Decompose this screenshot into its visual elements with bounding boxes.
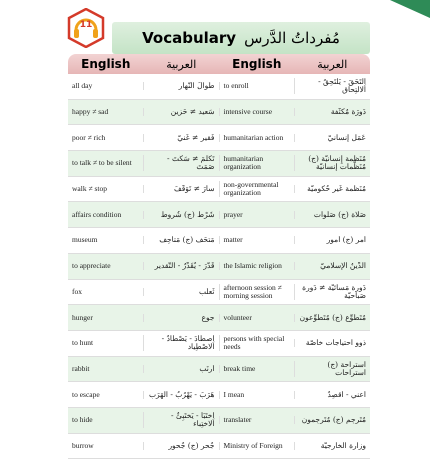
cell-arabic-word: سَعيد ≠ حَزين <box>143 108 219 116</box>
cell-arabic-word: أَمر (ج) أُمور <box>294 236 370 244</box>
table-row <box>68 331 370 357</box>
cell-arabic-word: اِلتَحَقَ - يَلْتَحِقُ - الالتِحاق <box>294 78 370 94</box>
cell-arabic-word: مُنَظَّمة غَير حُكوميّة <box>294 185 370 193</box>
cell-english-word: to hide <box>72 416 93 425</box>
lesson-number: 11 <box>79 20 93 30</box>
cell-english-word: humanitarian organization <box>219 155 295 171</box>
header-english-1: English <box>81 57 131 71</box>
table-row <box>68 305 370 331</box>
cell-english-word: translater <box>219 416 295 424</box>
cell-arabic-word: اِختَبَأَ - يَختَبِئُ - الاختِباء <box>143 412 219 428</box>
table-row <box>68 254 370 280</box>
cell-arabic-word: جوع <box>143 314 219 322</box>
cell-english-word: happy ≠ sad <box>72 108 109 117</box>
cell-arabic-word: وِزارة الخارجيّة <box>294 442 370 450</box>
table-row <box>68 280 370 306</box>
cell-english-word: Ministry of Foreign <box>219 442 295 450</box>
cell-arabic-word: ذوو احتياجات خاصّة <box>294 339 370 347</box>
cell-english-word: intensive course <box>219 108 295 116</box>
header-arabic-1: العربية <box>166 57 197 71</box>
table-row <box>68 382 370 408</box>
cell-english-word: volunteer <box>219 314 295 322</box>
cell-arabic-word: اِصطادَ - يَصْطادُ - الاصْطِياد <box>143 335 219 351</box>
cell-english-word: affairs condition <box>72 210 122 219</box>
cell-english-word: the Islamic religion <box>219 262 295 270</box>
table-header <box>68 54 370 74</box>
table-row <box>68 357 370 383</box>
lesson-badge-icon <box>66 8 106 48</box>
cell-arabic-word: مَتحَف (ج) مَتاحِف <box>143 236 219 244</box>
cell-english-word: fox <box>72 287 82 296</box>
cell-arabic-word: فَقير ≠ غَنيّ <box>143 134 219 142</box>
cell-arabic-word: شَرْط (ج) شُروط <box>143 211 219 219</box>
cell-arabic-word: استراحة (ج) استراحات <box>294 361 370 377</box>
cell-english-word: to enroll <box>219 82 295 90</box>
title-arabic: مُفرداتُ الدَّرس <box>244 29 340 47</box>
table-row <box>68 100 370 126</box>
cell-english-word: persons with special needs <box>219 335 295 351</box>
table-row <box>68 125 370 151</box>
table-row <box>68 177 370 203</box>
cell-english-word: to talk ≠ to be silent <box>72 159 132 168</box>
cell-english-word: matter <box>219 236 295 244</box>
table-row <box>68 202 370 228</box>
cell-arabic-word: تَكَلَّمَ ≠ سَكَتَ - صَمَتَ <box>143 155 219 171</box>
cell-english-word: prayer <box>219 211 295 219</box>
cell-arabic-word: دَورَة مُكَثَّفة <box>294 108 370 116</box>
cell-arabic-word: ثَعلَب <box>143 288 219 296</box>
cell-english-word: to hunt <box>72 339 94 348</box>
cell-english-word: hunger <box>72 313 93 322</box>
cell-english-word: poor ≠ rich <box>72 133 106 142</box>
cell-english-word: to escape <box>72 390 100 399</box>
cell-arabic-word: جُحر (ج) جُحور <box>143 442 219 450</box>
cell-arabic-word: هَرَبَ - يَهْرُبُ - الهَرَب <box>143 391 219 399</box>
table-row <box>68 228 370 254</box>
cell-english-word: break time <box>219 365 295 373</box>
table-row <box>68 151 370 177</box>
cell-arabic-word: قَدَّرَ - يُقَدِّرُ - التَّقدير <box>143 262 219 270</box>
cell-english-word: non-governmental organization <box>219 181 295 197</box>
cell-arabic-word: مُنَظَّمة إِنسانيّة (ج) مُنَظَّمات إِنسانيّة <box>294 155 370 171</box>
cell-arabic-word: مُتَطَوِّع (ج) مُتَطَوِّعون <box>294 314 370 322</box>
title-english: Vocabulary <box>142 29 237 47</box>
cell-english-word: to appreciate <box>72 262 111 271</box>
corner-accent <box>390 0 430 18</box>
cell-arabic-word: أَرنَب <box>143 365 219 373</box>
cell-arabic-word: الدِّينُ الإسلاميّ <box>294 262 370 270</box>
cell-arabic-word: مُتَرجِم (ج) مُتَرجِمون <box>294 416 370 424</box>
cell-arabic-word: صَلاة (ج) صَلَوات <box>294 211 370 219</box>
cell-english-word: humanitarian action <box>219 134 295 142</box>
cell-arabic-word: طَوالَ النَّهارِ <box>143 82 219 90</box>
cell-english-word: rabbit <box>72 364 90 373</box>
cell-arabic-word: دَورة مَسائيّة ≠ دَورة صَباحيّة <box>294 284 370 300</box>
cell-english-word: all day <box>72 82 93 91</box>
cell-english-word: walk ≠ stop <box>72 185 107 194</box>
vocabulary-table <box>68 54 370 459</box>
table-row <box>68 74 370 100</box>
cell-english-word: afternoon session ≠ morning session <box>219 284 295 300</box>
header-arabic-2: العربية <box>317 57 348 71</box>
cell-english-word: museum <box>72 236 98 245</box>
table-row <box>68 434 370 459</box>
header-english-2: English <box>232 57 282 71</box>
cell-arabic-word: عَمَل إِنسانيّ <box>294 134 370 142</box>
cell-english-word: I mean <box>219 391 295 399</box>
cell-arabic-word: سارَ ≠ تَوَقَّفَ <box>143 185 219 193</box>
table-body <box>68 74 370 459</box>
title-bar <box>112 22 370 54</box>
cell-english-word: burrow <box>72 441 94 450</box>
cell-arabic-word: أَعني - أَقصِدُ <box>294 391 370 399</box>
